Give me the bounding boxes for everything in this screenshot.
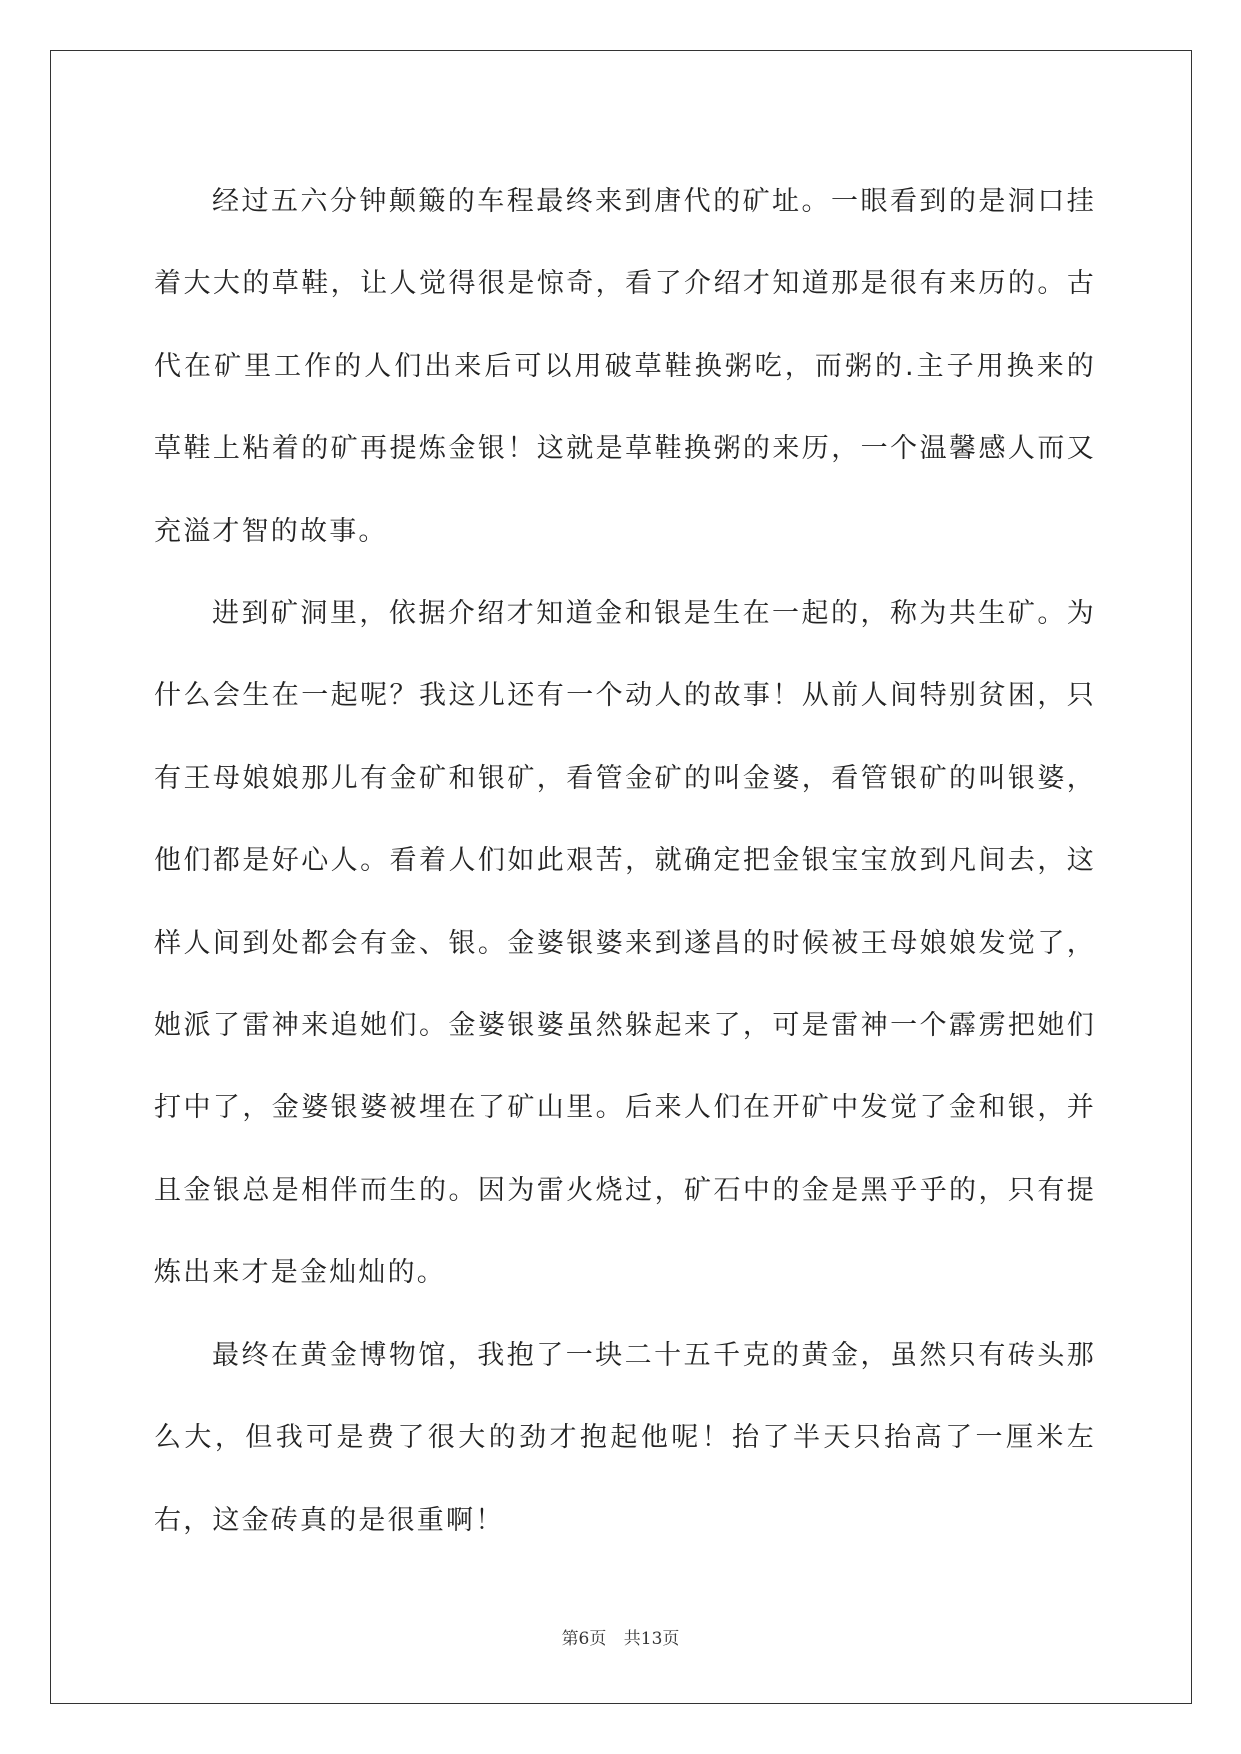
page-number-current: 第6页 [561, 1629, 607, 1649]
paragraph-1: 经过五六分钟颠簸的车程最终来到唐代的矿址。一眼看到的是洞口挂着大大的草鞋，让人觉得很是惊奇，看了介绍才知道那是很有来历的。古代在矿里工作的人们出来后可以用破草鞋换粥吃，而粥的.主子用换来的草鞋上粘着的矿再提炼金银！这就是草鞋换粥的来历，一个温馨感人而又充溢才智的故事。 [154, 186, 1096, 547]
paragraph-2: 进到矿洞里，依据介绍才知道金和银是生在一起的，称为共生矿。为什么会生在一起呢？我这儿还有一个动人的故事！从前人间特别贫困，只有王母娘娘那儿有金矿和银矿，看管金矿的叫金婆，看管银矿的叫银婆，他们都是好心人。看着人们如此艰苦，就确定把金银宝宝放到凡间去，这样人间到处都会有金、银。金婆银婆来到遂昌的时候被王母娘娘发觉了，她派了雷神来追她们。金婆银婆虽然躲起来了，可是雷神一个霹雳把她们打中了，金婆银婆被埋在了矿山里。后来人们在开矿中发觉了金和银，并且金银总是相伴而生的。因为雷火烧过，矿石中的金是黑乎乎的，只有提炼出来才是金灿灿的。 [154, 598, 1096, 1289]
page-number-total: 共13页 [623, 1629, 680, 1649]
page-footer [0, 1624, 1241, 1649]
paragraph-3: 最终在黄金博物馆，我抱了一块二十五千克的黄金，虽然只有砖头那么大，但我可是费了很大的劲才抱起他呢！抬了半天只抬高了一厘米左右，这金砖真的是很重啊！ [154, 1339, 1096, 1536]
document-body [154, 161, 1096, 1562]
